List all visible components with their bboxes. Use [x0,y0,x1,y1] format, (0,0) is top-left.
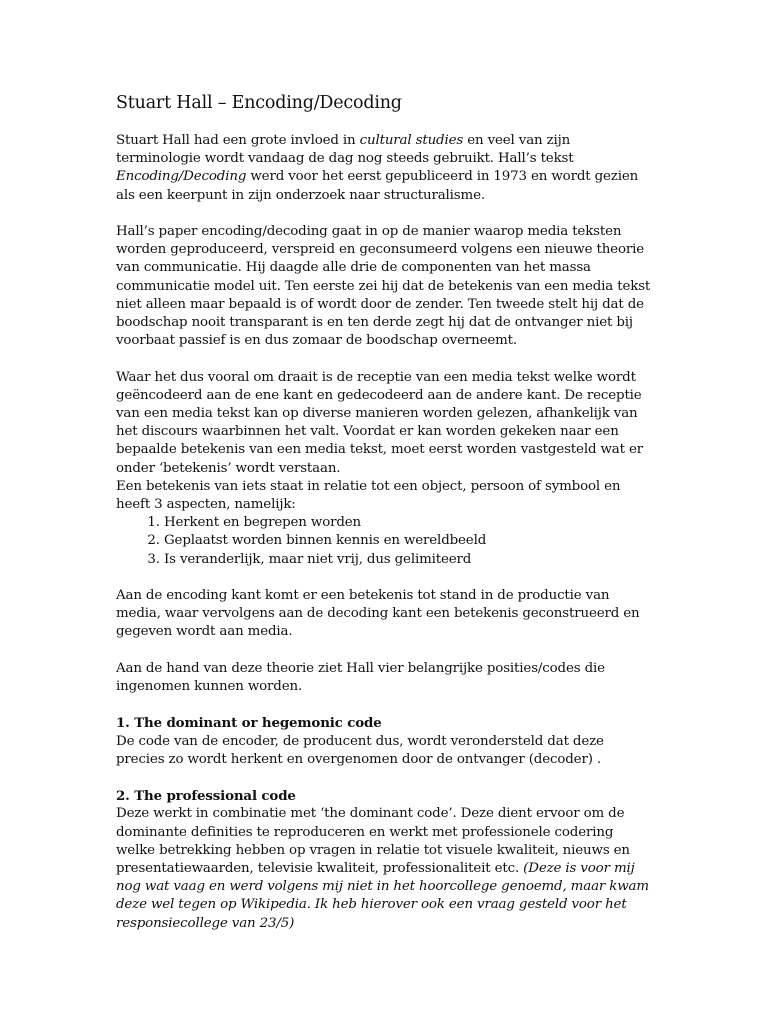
section-dominant-code [116,714,656,769]
list-item: 3. Is veranderlijk, maar niet vrij, dus gelimiteerd [164,551,656,569]
intro-text-e: werd voor het eerst gepubliceerd in 1973 en wordt gezien als een keerpunt in zijn onderzoek naar structuralisme. [116,169,639,203]
section-text: De code van de encoder, de producent dus, wordt verondersteld dat deze precies zo wordt herkent en overgenomen door de ontvanger (decoder) . [116,733,604,767]
section-text-body: Deze werkt in combinatie met ‘the dominant code’. Deze dient ervoor om de dominante definities te reproduceren en werkt met professionele codering welke betrekking hebben op vragen in relatie tot visuele kwaliteit, nieuws en presentatiewaarden, televisie kwaliteit, professionaliteit etc. [116,806,630,877]
intro-text-b: cultural studies [359,133,464,148]
intro-text-c: en veel van zijn terminologie wordt vandaag de dag nog steeds gebruikt. Hall’s tekst [116,133,574,167]
paragraph-reception: Waar het dus vooral om draait is de receptie van een media tekst welke wordt geëncodeerd aan de ene kant en gedecodeerd aan de andere kant. De receptie van een media tekst kan op diverse manieren worden gelezen, afhankelijk van het discours waarbinnen het valt. Voordat er kan worden gekeken naar een bepaalde betekenis van een media tekst, moet eerst worden vastgesteld wat er onder ‘betekenis’ wordt verstaan. [116,369,643,476]
section-heading: 2. The professional code [116,788,296,805]
intro-text-d: Encoding/Decoding [116,169,247,185]
aspects-list [116,514,656,569]
section-text [116,805,656,932]
document-title: Stuart Hall – Encoding/Decoding [116,93,402,113]
paragraph-meaning: Een betekenis van iets staat in relatie tot een object, persoon of symbool en heeft 3 aspecten, namelijk: [116,478,621,513]
paragraph-positions: Aan de hand van deze theorie ziet Hall vier belangrijke posities/codes die ingenomen kunnen worden. [116,660,605,695]
section-heading: 1. The dominant or hegemonic code [116,715,382,732]
paragraph-encoding-decoding: Hall’s paper encoding/decoding gaat in op de manier waarop media teksten worden geproduceerd, verspreid en geconsumeerd volgens een nieuwe theorie van communicatie. Hij daagde alle drie de componenten van het massa communicatie model uit. Ten eerste zei hij dat de betekenis van een media tekst niet alleen maar bepaald is of wordt door de zender. Ten tweede stelt hij dat de boodschap nooit transparant is en ten derde zegt hij dat de ontvanger niet bij voorbaat passief is en dus zomaar de boodschap overneemt. [116,224,651,349]
document-page [116,92,656,951]
section-professional-code [116,787,656,933]
section-note: (Deze is voor mij nog wat vaag en werd volgens mij niet in het hoorcollege genoemd, maar kwam deze wel tegen op Wikipedia. Ik heb hierover ook een vraag gesteld voor het responsiecollege van 23/5) [116,861,649,931]
intro-paragraph [116,132,656,205]
paragraph-encoding-side: Aan de encoding kant komt er een betekenis tot stand in de productie van media, waar vervolgens aan de decoding kant een betekenis geconstrueerd en gegeven wordt aan media. [116,588,640,640]
intro-text-a: Stuart Hall had een grote invloed in [116,133,360,148]
list-item: 2. Geplaatst worden binnen kennis en wereldbeeld [164,532,656,550]
list-item: 1. Herkent en begrepen worden [164,514,656,532]
